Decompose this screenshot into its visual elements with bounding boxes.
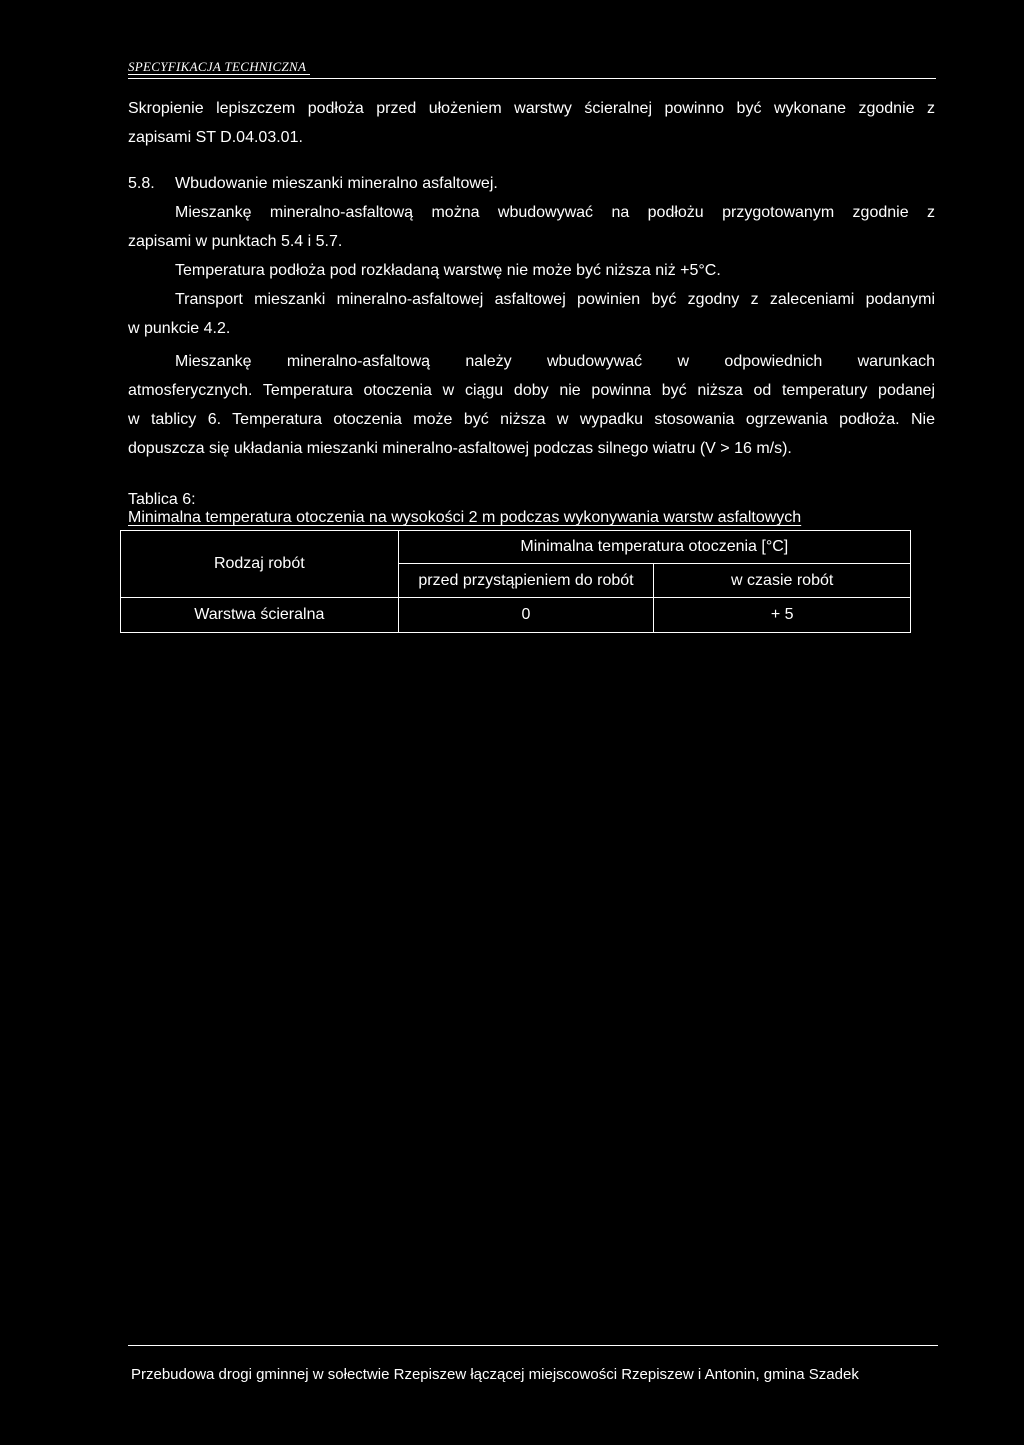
paragraph-line: Skropienie lepiszczem podłoża przed ułożeniem warstwy ścieralnej powinno być wykonane zgodnie z bbox=[128, 100, 935, 117]
table-cell-during: + 5 bbox=[654, 598, 911, 633]
header-cell-during-work: w czasie robót bbox=[654, 564, 911, 598]
temperature-table bbox=[120, 530, 911, 633]
paragraph-line: zapisami ST D.04.03.01. bbox=[128, 129, 303, 146]
paragraph-line: Mieszankę mineralno-asfaltową należy wbudowywać w odpowiednich warunkach bbox=[175, 353, 935, 370]
table-cell-work-type: Warstwa ścieralna bbox=[121, 598, 399, 633]
header-title-underline bbox=[128, 74, 310, 75]
table-label: Tablica 6: bbox=[128, 491, 196, 508]
section-number: 5.8. bbox=[128, 175, 155, 192]
header-cell-min-temp: Minimalna temperatura otoczenia [°C] bbox=[398, 531, 910, 564]
table-row bbox=[121, 598, 911, 633]
table-header-row bbox=[121, 531, 911, 564]
paragraph-line: Transport mieszanki mineralno-asfaltowej asfaltowej powinien być zgodny z zaleceniami podanymi bbox=[175, 291, 935, 308]
header-divider bbox=[128, 78, 936, 79]
table-cell-before: 0 bbox=[398, 598, 654, 633]
document-header-title: SPECYFIKACJA TECHNICZNA bbox=[128, 59, 307, 74]
paragraph-line: w punkcie 4.2. bbox=[128, 320, 231, 337]
footer-divider bbox=[128, 1345, 938, 1346]
paragraph-line: w tablicy 6. Temperatura otoczenia może być niższa w wypadku stosowania ogrzewania podłoża. Nie bbox=[128, 411, 935, 428]
header-cell-before-work: przed przystąpieniem do robót bbox=[398, 564, 654, 598]
footer-text: Przebudowa drogi gminnej w sołectwie Rzepiszew łączącej miejscowości Rzepiszew i Antonin, gmina Szadek bbox=[131, 1366, 859, 1383]
paragraph-line: dopuszcza się układania mieszanki mineralno-asfaltowej podczas silnego wiatru (V > 16 m/s). bbox=[128, 440, 792, 457]
header-cell-work-type: Rodzaj robót bbox=[121, 531, 399, 598]
paragraph-line: Temperatura podłoża pod rozkładaną warstwę nie może być niższa niż +5°C. bbox=[175, 262, 721, 279]
paragraph-line: atmosferycznych. Temperatura otoczenia w ciągu doby nie powinna być niższa od temperatury podanej bbox=[128, 382, 935, 399]
paragraph-line: Mieszankę mineralno-asfaltową można wbudowywać na podłożu przygotowanym zgodnie z bbox=[175, 204, 935, 221]
paragraph-line: zapisami w punktach 5.4 i 5.7. bbox=[128, 233, 343, 250]
section-title: Wbudowanie mieszanki mineralno asfaltowej. bbox=[175, 175, 498, 192]
table-caption: Minimalna temperatura otoczenia na wysokości 2 m podczas wykonywania warstw asfaltowych bbox=[128, 509, 802, 526]
